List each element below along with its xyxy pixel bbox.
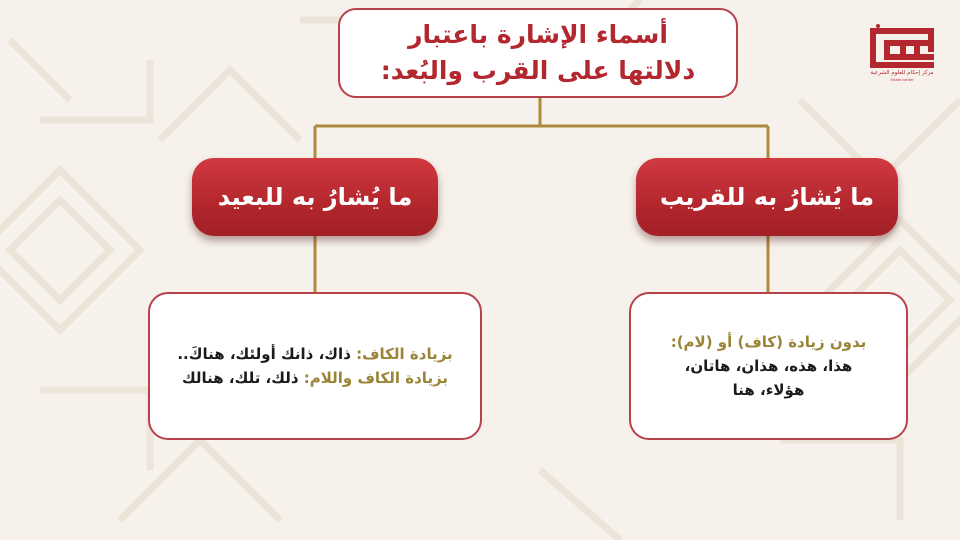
far-line-1-text: ذاك، ذانك أولئك، هناكَ..: [177, 345, 357, 363]
far-line-2-text: ذلك، تلك، هنالك: [181, 369, 304, 387]
far-line-2-label: بزيادة الكاف واللام:: [303, 369, 449, 387]
near-examples-box: [629, 292, 908, 440]
title-line-2: دلالتها على القرب والبُعد:: [380, 56, 696, 85]
far-line-1: [150, 342, 480, 366]
near-label: بدون زيادة (كاف) أو (لام):: [670, 333, 867, 351]
title-box: [338, 8, 738, 98]
near-text-line-2: هؤلاء، هنا: [732, 381, 805, 399]
logo-mark-icon: [866, 24, 938, 70]
near-heading: [636, 158, 898, 236]
logo-sub: Ihkam center: [890, 78, 914, 82]
far-heading: [192, 158, 438, 236]
far-line-1-label: بزيادة الكاف:: [356, 345, 453, 363]
near-text-line-1: هذا، هذه، هذان، هاتان،: [684, 357, 853, 375]
logo: [866, 24, 938, 84]
far-line-2: [150, 366, 480, 390]
logo-tagline: مركز إحكام للعلوم الشرعية: [870, 70, 934, 76]
far-examples-box: [148, 292, 482, 440]
far-heading-label: ما يُشارُ به للبعيد: [217, 183, 413, 211]
near-heading-label: ما يُشارُ به للقريب: [659, 183, 875, 211]
title-line-1: أسماء الإشارة باعتبار: [408, 20, 668, 49]
